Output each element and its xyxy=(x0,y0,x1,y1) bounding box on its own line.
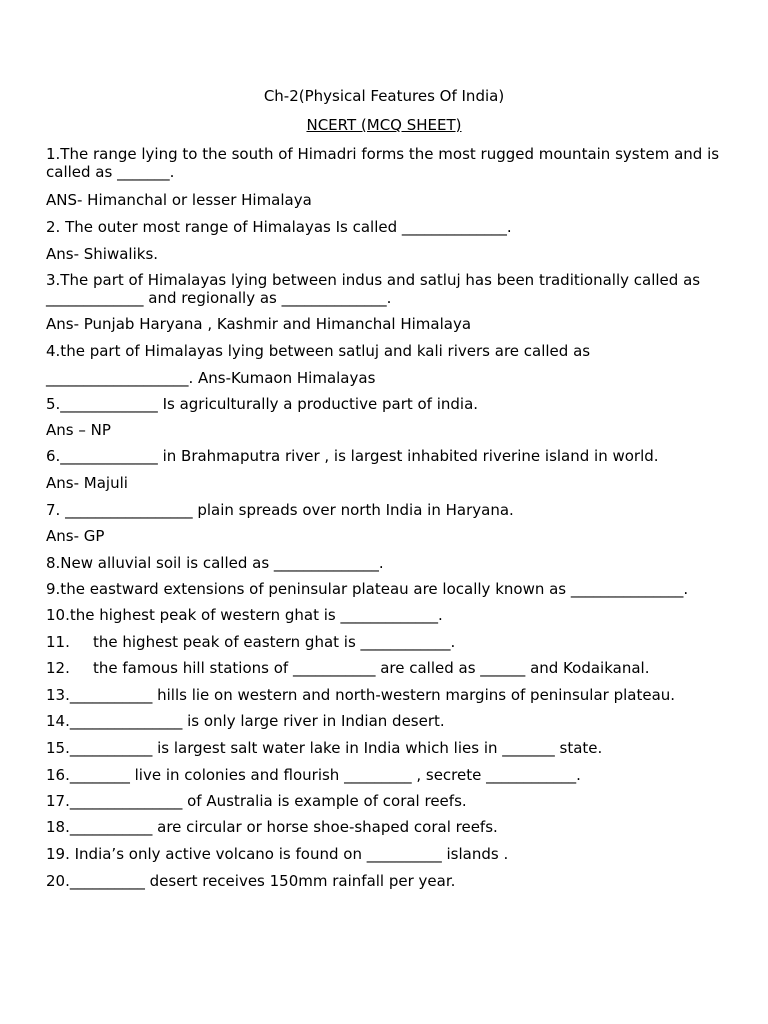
question-12 xyxy=(46,659,726,677)
question-14: 14._______________ is only large river in Indian desert. xyxy=(46,712,445,730)
answer-6: Ans- Majuli xyxy=(46,474,128,492)
answer-3: Ans- Punjab Haryana , Kashmir and Himanchal Himalaya xyxy=(46,315,472,333)
question-8: 8.New alluvial soil is called as ______________. xyxy=(46,554,384,572)
page-title: Ch-2(Physical Features Of India) xyxy=(263,87,505,105)
page-subtitle: NCERT (MCQ SHEET) xyxy=(306,116,462,134)
question-20: 20.__________ desert receives 150mm rainfall per year. xyxy=(46,872,456,890)
question-19: 19. India’s only active volcano is found on __________ islands . xyxy=(46,845,509,863)
question-9: 9.the eastward extensions of peninsular plateau are locally known as _______________. xyxy=(46,580,689,598)
answer-7: Ans- GP xyxy=(46,527,105,545)
question-13: 13.___________ hills lie on western and north-western margins of peninsular plateau. xyxy=(46,686,676,704)
question-15: 15.___________ is largest salt water lake in India which lies in _______ state. xyxy=(46,739,603,757)
question-3: 3.The part of Himalayas lying between indus and satluj has been traditionally called as _____________ and regionally as ______________. xyxy=(46,271,701,307)
question-11-text: the highest peak of eastern ghat is ____________. xyxy=(93,633,456,651)
question-5: 5._____________ Is agriculturally a productive part of india. xyxy=(46,395,479,413)
question-6: 6._____________ in Brahmaputra river , is largest inhabited riverine island in world. xyxy=(46,447,659,465)
question-10: 10.the highest peak of western ghat is _____________. xyxy=(46,606,443,624)
question-12-text: the famous hill stations of ___________ are called as ______ and Kodaikanal. xyxy=(93,659,650,677)
answer-5: Ans – NP xyxy=(46,421,111,439)
question-1: 1.The range lying to the south of Himadri forms the most rugged mountain system and is called as _______. xyxy=(46,145,720,181)
question-16: 16.________ live in colonies and flourish _________ , secrete ____________. xyxy=(46,766,581,784)
question-11-number: 11. xyxy=(46,633,70,651)
question-7: 7. _________________ plain spreads over north India in Haryana. xyxy=(46,501,514,519)
question-12-number: 12. xyxy=(46,659,70,677)
answer-2: Ans- Shiwaliks. xyxy=(46,245,159,263)
question-4: 4.the part of Himalayas lying between satluj and kali rivers are called as xyxy=(46,342,591,360)
answer-1: ANS- Himanchal or lesser Himalaya xyxy=(46,191,312,209)
question-11 xyxy=(46,633,726,651)
question-4-continued: ___________________. Ans-Kumaon Himalayas xyxy=(46,369,376,387)
question-18: 18.___________ are circular or horse shoe-shaped coral reefs. xyxy=(46,818,498,836)
question-17: 17._______________ of Australia is example of coral reefs. xyxy=(46,792,467,810)
question-2: 2. The outer most range of Himalayas Is called ______________. xyxy=(46,218,512,236)
